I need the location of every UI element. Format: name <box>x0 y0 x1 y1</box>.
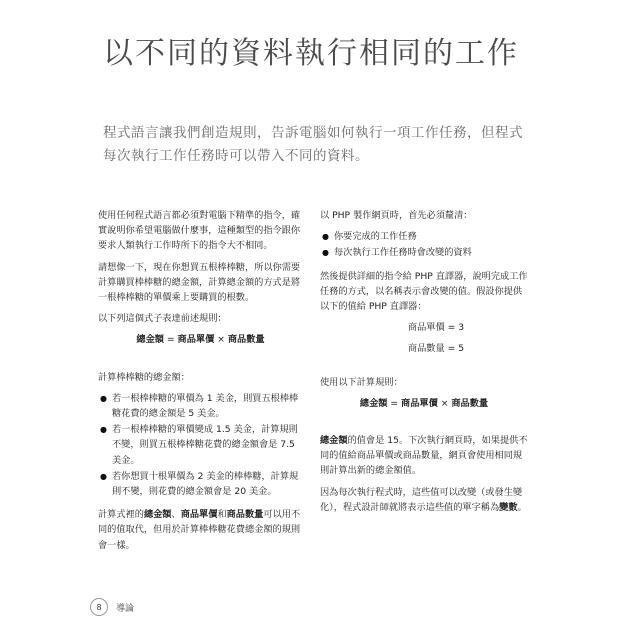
list-item: ● 你要完成的工作任務 <box>320 229 528 244</box>
left-column <box>98 208 303 559</box>
term-total: 總金額 <box>320 435 348 447</box>
term-variable: 變數 <box>499 501 518 513</box>
paragraph <box>98 507 303 553</box>
list-item: ● 若你想買十根單價為 2 美金的棒棒糖，計算規則不變，則花費的總金額會是 20 美金。 <box>98 469 303 499</box>
term-price: 商品單價 <box>180 509 218 521</box>
term-qty: 商品數量 <box>226 509 264 521</box>
term-total: 總金額 <box>143 509 172 521</box>
page-number: 8 <box>90 598 108 616</box>
paragraph: 計算棒棒糖的總金額： <box>98 371 190 383</box>
list-item: ● 若一根棒棒糖的單價為 1 美金，則買五根棒棒糖花費的總金額是 5 美金。 <box>98 391 303 421</box>
paragraph: 以下列這個式子表達前述規則： <box>98 313 227 325</box>
formula-times: × <box>214 334 228 346</box>
formula-equals: = <box>163 334 178 346</box>
text-run: 可以用不同的值取代，但用於計算棒棒糖花費總金額的規則會一樣。 <box>98 509 301 551</box>
page-footer <box>90 598 134 616</box>
text-run: 、 <box>171 509 181 521</box>
text-run: 計算式裡的 <box>98 509 144 521</box>
formula-qty: 商品數量 <box>451 397 489 409</box>
paragraph <box>320 433 528 479</box>
formula <box>320 396 528 411</box>
value-line: 商品數量 = 5 <box>407 343 465 355</box>
text-run: 。 <box>517 501 527 513</box>
list-item: ● 若一根棒棒糖的單價變成 1.5 美金，計算規則不變，則買五根棒棒糖花費的總金額會是 7.5 美金。 <box>98 422 303 468</box>
formula-equals: = <box>387 397 402 409</box>
formula-qty: 商品數量 <box>227 334 265 346</box>
text-run: 的值會是 15。下次執行網頁時，如果提供不同的值給商品單價或商品數量，網頁會使用相同規則計算出新的總金額值。 <box>320 435 528 477</box>
bullet-list <box>320 229 528 260</box>
paragraph: 請想像一下，現在你想買五根棒棒糖，所以你需要計算購買棒棒糖的總金額，計算總金額的方式是將一根棒棒糖的單價乘上要購買的根數。 <box>98 261 301 304</box>
list-item: ● 每次執行工作任務時會改變的資料 <box>320 245 528 260</box>
paragraph: 使用任何程式語言都必須對電腦下精準的指令，確實說明你希望電腦做什麼事，這種類型的指令跟你要求人類執行工作時所下的指令大不相同。 <box>98 210 301 252</box>
text-run: 和 <box>217 509 227 521</box>
bullet-list <box>98 391 303 499</box>
section-label: 導論 <box>116 603 135 614</box>
intro-paragraph: 程式語言讓我們創造規則，告訴電腦如何執行一項工作任務，但程式每次執行工作任務時可以帶入不同的資料。 <box>103 125 523 164</box>
text-run: 因為每次執行程式時，這些值可以改變（或發生變化），程式設計師就將表示這些值的單字稱為 <box>320 486 523 513</box>
formula-total: 總金額 <box>136 334 164 346</box>
paragraph: 使用以下計算規則： <box>320 376 403 388</box>
page-title: 以不同的資料執行相同的工作 <box>103 36 519 71</box>
paragraph: 然後提供詳細的指令給 PHP 直譯器，說明完成工作任務的方式，以名稱表示會改變的值。假設你提供以下的值給 PHP 直譯器： <box>320 270 528 313</box>
right-column <box>320 208 528 521</box>
formula-total: 總金額 <box>359 397 388 409</box>
formula-times: × <box>437 397 452 409</box>
paragraph <box>320 485 528 515</box>
formula-price: 商品單價 <box>401 397 438 409</box>
paragraph: 以 PHP 製作網頁時，首先必須釐清： <box>320 210 473 221</box>
value-line: 商品單價 = 3 <box>407 322 465 334</box>
formula <box>98 332 303 347</box>
formula-price: 商品單價 <box>177 334 215 346</box>
